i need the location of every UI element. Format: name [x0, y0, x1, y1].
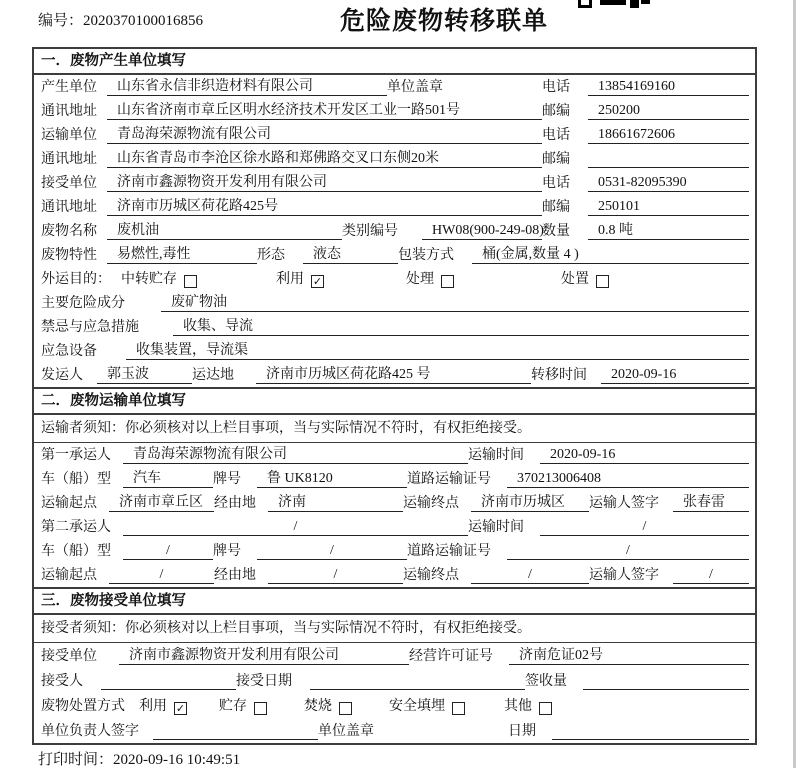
- checkbox-disposal-utilize: [139, 700, 219, 715]
- form-row: [34, 363, 755, 387]
- second-carrier-value: /: [123, 520, 468, 536]
- form-row: [34, 195, 755, 219]
- checkbox-store-box: [254, 702, 267, 715]
- accept-date-label: 接受日期: [236, 674, 292, 690]
- receiver-phone-value: 0531-82095390: [588, 176, 749, 192]
- plate-number-label: 牌号: [213, 544, 241, 560]
- second-vehicle-type-value: /: [123, 544, 213, 560]
- form-row: [34, 75, 755, 99]
- transporter-address-label: 通讯地址: [41, 152, 97, 168]
- generator-postcode-value: 250200: [588, 104, 749, 120]
- origin-label: 运输起点: [41, 496, 97, 512]
- section-1: [34, 49, 755, 387]
- print-time-value: 2020-09-16 10:49:51: [113, 752, 241, 768]
- section-2-title: 二．废物运输单位填写: [34, 389, 755, 415]
- transfer-purpose-label: 外运目的：: [41, 272, 111, 288]
- section-3-title: 三．废物接受单位填写: [34, 589, 755, 615]
- form-row: [34, 718, 755, 743]
- checkbox-landfill: [389, 700, 504, 715]
- second-carrier-label: 第二承运人: [41, 520, 111, 536]
- waste-name-value: 废机油: [107, 224, 342, 240]
- receiver-unit-value: 济南市鑫源物资开发利用有限公司: [107, 176, 542, 192]
- packaging-label: 包装方式: [398, 248, 454, 264]
- transfer-date-value: 2020-09-16: [601, 368, 749, 384]
- form-row: [34, 693, 755, 718]
- serial-label: 编号：: [38, 13, 84, 29]
- checkbox-other: [504, 700, 749, 715]
- page-header: [0, 0, 796, 47]
- terminal-value: 济南市历城区: [471, 496, 589, 512]
- checkbox-store-label: 贮存: [219, 699, 247, 715]
- received-amount-label: 签收量: [525, 674, 567, 690]
- physical-form-label: 形态: [257, 248, 285, 264]
- checkbox-utilize-label: 利用: [276, 272, 304, 288]
- road-permit-value: 370213006408: [507, 472, 749, 488]
- waste-property-value: 易燃性,毒性: [107, 248, 257, 264]
- serial-value: 2020370100016856: [83, 13, 204, 29]
- physical-form-value: 液态: [303, 248, 398, 264]
- section-2-note: 运输者须知：你必须核对以上栏目事项，当与实际情况不符时，有权拒绝接受。: [34, 415, 755, 443]
- receiver-postcode-value: 250101: [588, 200, 749, 216]
- first-transport-date-value: 2020-09-16: [540, 448, 749, 464]
- generator-phone-value: 13854169160: [588, 80, 749, 96]
- checkbox-disposal-utilize-label: 利用: [139, 699, 167, 715]
- carrier-signature-label: 运输人签字: [589, 496, 659, 512]
- accept-unit-value: 济南市鑫源物资开发利用有限公司: [119, 649, 409, 665]
- phone-label: 电话: [542, 80, 570, 96]
- form-row: [34, 219, 755, 243]
- generator-unit-label: 产生单位: [41, 80, 97, 96]
- shipper-value: 郭玉波: [97, 368, 192, 384]
- vehicle-type-label: 车（船）型: [41, 472, 111, 488]
- main-hazard-value: 废矿物油: [161, 296, 749, 312]
- section-2: [34, 387, 755, 587]
- second-road-permit-value: /: [507, 544, 749, 560]
- form-row: [34, 123, 755, 147]
- generator-address-label: 通讯地址: [41, 104, 97, 120]
- license-number-value: 济南危证02号: [509, 649, 749, 665]
- checkbox-utilize: [276, 273, 406, 288]
- checkbox-incinerate: [304, 700, 389, 715]
- road-permit-label: 道路运输证号: [407, 472, 491, 488]
- second-origin-value: /: [109, 568, 214, 584]
- checkbox-utilize-box: ✓: [312, 275, 323, 288]
- checkbox-treat: [406, 273, 561, 288]
- emergency-measures-label: 禁忌与应急措施: [41, 320, 139, 336]
- accept-date-value: [310, 674, 525, 690]
- vehicle-type-label: 车（船）型: [41, 544, 111, 560]
- section-3: [34, 587, 755, 743]
- second-via-value: /: [268, 568, 403, 584]
- checkbox-transit-storage: [121, 273, 276, 288]
- postcode-label: 邮编: [542, 200, 570, 216]
- transporter-address-value: 山东省青岛市李沧区徐水路和郑佛路交叉口东侧20米: [107, 152, 542, 168]
- second-transport-date-value: /: [540, 520, 749, 536]
- vehicle-type-value: 汽车: [123, 472, 213, 488]
- form-row: [34, 243, 755, 267]
- via-label: 经由地: [214, 496, 256, 512]
- form-box: [32, 47, 757, 745]
- transfer-date-label: 转移时间: [531, 368, 587, 384]
- print-time-label: 打印时间：: [38, 752, 114, 768]
- form-row: [34, 515, 755, 539]
- disposal-method-label: 废物处置方式: [41, 699, 125, 715]
- transporter-phone-value: 18661672606: [588, 128, 749, 144]
- generator-unit-value: 山东省永信非织造材料有限公司: [107, 80, 387, 96]
- first-carrier-value: 青岛海荣源物流有限公司: [123, 448, 468, 464]
- generator-address-value: 山东省济南市章丘区明水经济技术开发区工业一路501号: [107, 104, 542, 120]
- origin-value: 济南市章丘区: [109, 496, 214, 512]
- form-row: [34, 491, 755, 515]
- responsible-signature-value: [153, 724, 318, 740]
- emergency-measures-value: 收集、导流: [173, 320, 749, 336]
- postcode-label: 邮编: [542, 152, 570, 168]
- checkbox-store: [219, 700, 304, 715]
- quantity-label: 数量: [542, 224, 570, 240]
- form-row: [34, 339, 755, 363]
- checkbox-incinerate-label: 焚烧: [304, 699, 332, 715]
- category-code-label: 类别编号: [342, 224, 398, 240]
- second-carrier-signature-value: /: [673, 568, 749, 584]
- form-row: [34, 99, 755, 123]
- form-row: [34, 443, 755, 467]
- waste-name-label: 废物名称: [41, 224, 97, 240]
- checkbox-dispose-box: [596, 275, 609, 288]
- print-time: [38, 748, 240, 769]
- plate-number-label: 牌号: [213, 472, 241, 488]
- emergency-equipment-value: 收集装置，导流渠: [126, 344, 749, 360]
- waste-property-label: 废物特性: [41, 248, 97, 264]
- second-terminal-value: /: [471, 568, 589, 584]
- transporter-unit-label: 运输单位: [41, 128, 97, 144]
- checkbox-other-box: [539, 702, 552, 715]
- section-1-title: 一．废物产生单位填写: [34, 49, 755, 75]
- checkbox-treat-label: 处理: [406, 272, 434, 288]
- date-label: 日期: [508, 724, 536, 740]
- form-row: [34, 563, 755, 587]
- acceptor-label: 接受人: [41, 674, 83, 690]
- second-plate-number-value: /: [257, 544, 407, 560]
- form-row: [34, 539, 755, 563]
- section-3-note: 接受者须知：你必须核对以上栏目事项，当与实际情况不符时，有权拒绝接受。: [34, 615, 755, 643]
- checkbox-incinerate-box: [339, 702, 352, 715]
- form-title: 危险废物转移联单: [339, 7, 548, 35]
- shipper-label: 发运人: [41, 368, 83, 384]
- form-row: [34, 147, 755, 171]
- terminal-label: 运输终点: [403, 496, 459, 512]
- checkbox-dispose: [561, 273, 749, 288]
- checkbox-landfill-label: 安全填埋: [389, 699, 445, 715]
- road-permit-label: 道路运输证号: [407, 544, 491, 560]
- checkbox-other-label: 其他: [504, 699, 532, 715]
- form-row: [34, 291, 755, 315]
- acceptor-value: [101, 674, 236, 690]
- transporter-postcode-value: [588, 152, 749, 168]
- via-label: 经由地: [214, 568, 256, 584]
- form-row: [34, 643, 755, 668]
- plate-number-value: 鲁 UK8120: [257, 472, 407, 488]
- date-value: [552, 724, 749, 740]
- unit-seal-label: 单位盖章: [318, 724, 374, 740]
- form-row: [34, 467, 755, 491]
- checkbox-dispose-label: 处置: [561, 272, 589, 288]
- transporter-unit-value: 青岛海荣源物流有限公司: [107, 128, 542, 144]
- destination-value: 济南市历城区荷花路425 号: [256, 368, 531, 384]
- main-hazard-label: 主要危险成分: [41, 296, 125, 312]
- carrier-signature-value: 张春雷: [673, 496, 749, 512]
- responsible-signature-label: 单位负责人签字: [41, 724, 139, 740]
- emergency-equipment-label: 应急设备: [41, 344, 97, 360]
- terminal-label: 运输终点: [403, 568, 459, 584]
- form-row: [34, 315, 755, 339]
- receiver-address-value: 济南市历城区荷花路425号: [107, 200, 542, 216]
- category-code-value: HW08(900-249-08): [422, 224, 542, 240]
- accept-unit-label: 接受单位: [41, 649, 97, 665]
- via-value: 济南: [268, 496, 403, 512]
- license-number-label: 经营许可证号: [409, 649, 493, 665]
- transport-date-label: 运输时间: [468, 448, 524, 464]
- unit-seal-label: 单位盖章: [387, 80, 443, 96]
- destination-label: 运达地: [192, 368, 234, 384]
- form-row: [34, 668, 755, 693]
- checkbox-transit-storage-label: 中转贮存: [121, 272, 177, 288]
- checkbox-treat-box: [441, 275, 454, 288]
- quantity-value: 0.8 吨: [588, 224, 749, 240]
- first-carrier-label: 第一承运人: [41, 448, 111, 464]
- checkbox-landfill-box: [452, 702, 465, 715]
- form-row: [34, 171, 755, 195]
- form-row: [34, 267, 755, 291]
- receiver-unit-label: 接受单位: [41, 176, 97, 192]
- checkbox-disposal-utilize-box: ✓: [175, 702, 186, 715]
- packaging-value: 桶(金属,数量 4 ): [472, 248, 749, 264]
- transport-date-label: 运输时间: [468, 520, 524, 536]
- origin-label: 运输起点: [41, 568, 97, 584]
- receiver-address-label: 通讯地址: [41, 200, 97, 216]
- carrier-signature-label: 运输人签字: [589, 568, 659, 584]
- checkbox-transit-storage-box: [184, 275, 197, 288]
- phone-label: 电话: [542, 128, 570, 144]
- phone-label: 电话: [542, 176, 570, 192]
- received-amount-value: [583, 674, 749, 690]
- postcode-label: 邮编: [542, 104, 570, 120]
